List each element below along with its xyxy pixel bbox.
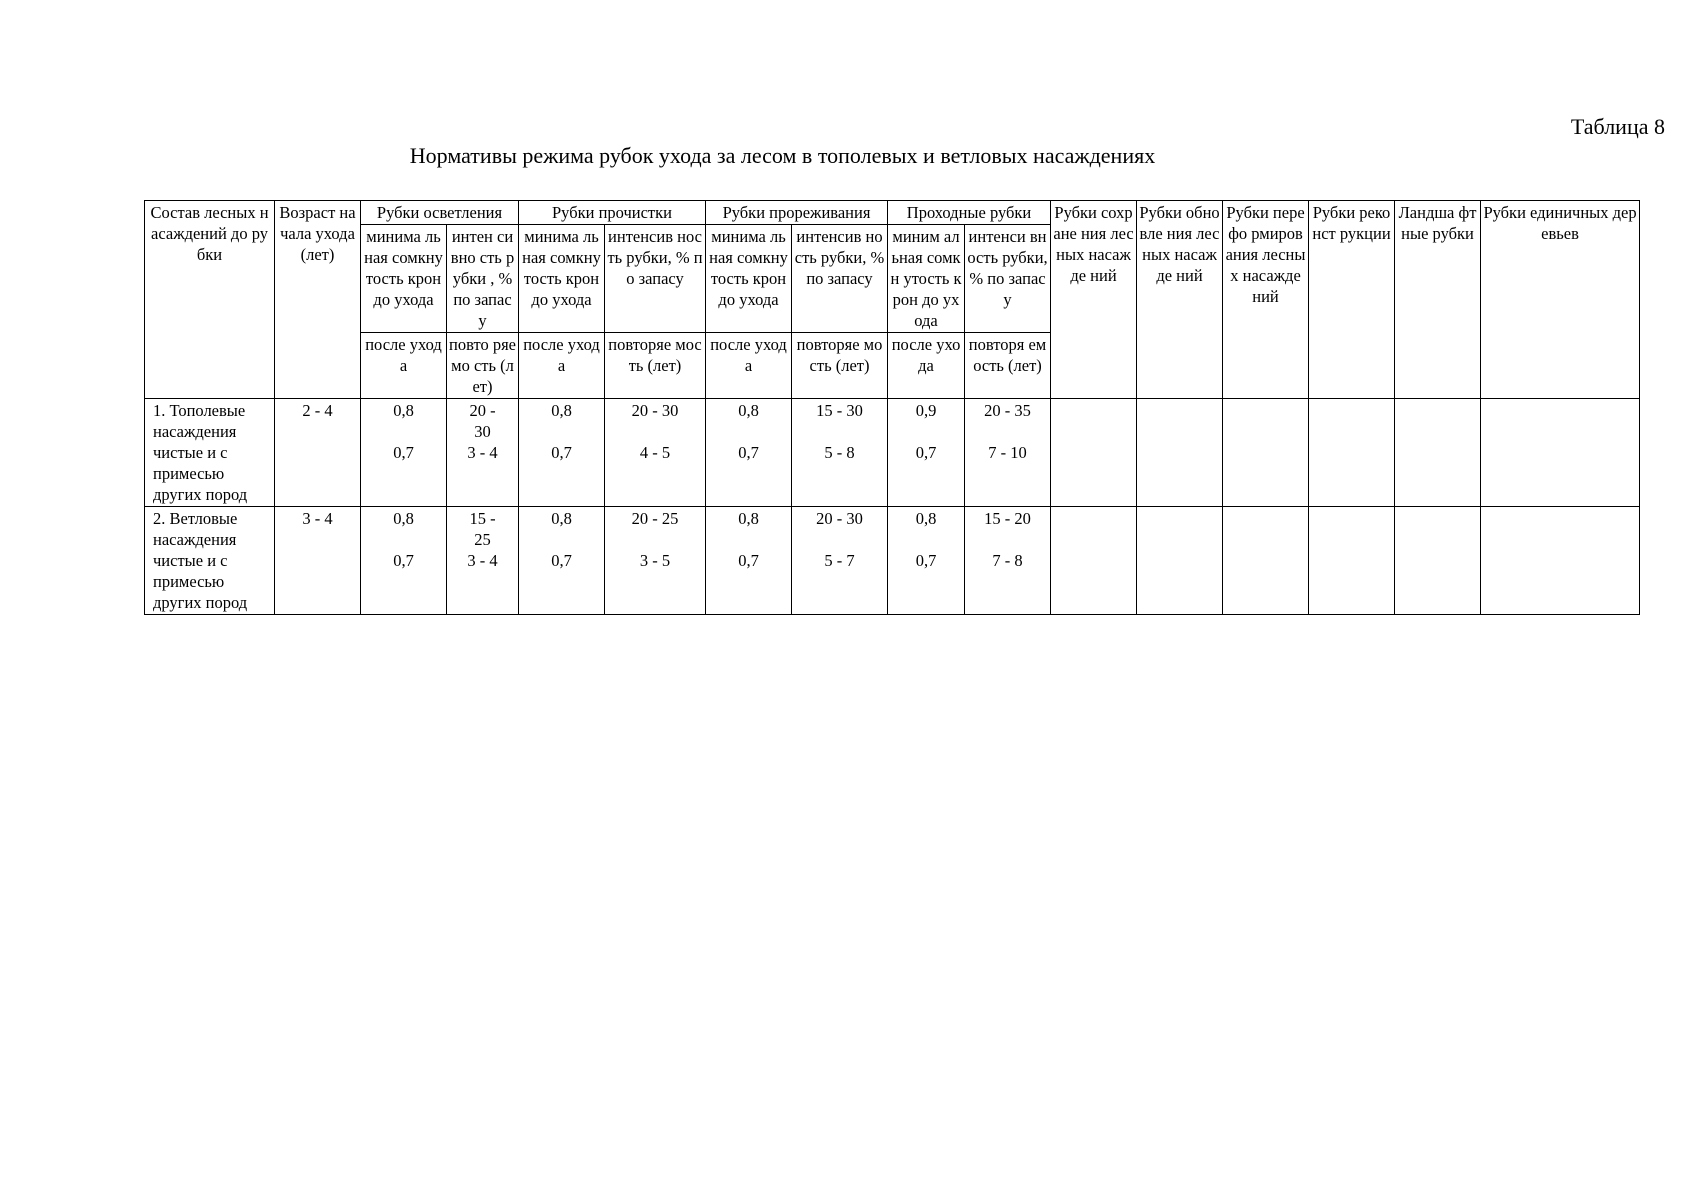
table-cell: 0,8 0,7 [361,399,447,507]
row-name: 2. Ветловые насаждения чистые и с примесью других пород [145,507,275,615]
subheader-cell: минима льная сомкну тость крон до ухода [706,225,792,333]
empty-cell [1395,399,1481,507]
empty-cell [1137,507,1223,615]
row-age: 3 - 4 [275,507,361,615]
subheader-cell: интенсив ность рубки, % по запасу [792,225,888,333]
row-age: 2 - 4 [275,399,361,507]
empty-cell [1395,507,1481,615]
header-reforming: Рубки перефо рмиров ания лесных насажде ний [1223,201,1309,399]
document-title: Нормативы режима рубок ухода за лесом в тополевых и ветловых насаждениях [409,143,1156,168]
header-single-trees: Рубки единичных деревьев [1481,201,1640,399]
subheader-cell: интен сивно сть рубки , % по запас у [447,225,519,333]
empty-cell [1309,399,1395,507]
table-row [145,399,1640,507]
table-cell: 15 - 25 3 - 4 [447,507,519,615]
header-landscape: Ландша фтные рубки [1395,201,1481,399]
header-reconstruction: Рубки реконст рукции [1309,201,1395,399]
header-conservation: Рубки сохране ния лесных насажде ний [1051,201,1137,399]
table-number-label: Таблица 8 [1570,114,1665,139]
table-cell: 20 - 35 7 - 10 [965,399,1051,507]
header-clearing: Рубки осветления [361,201,519,225]
table-cell: 20 - 25 3 - 5 [605,507,706,615]
subheader-cell: интенси вность рубки, % по запасу [965,225,1051,333]
table-cell: 0,8 0,7 [519,507,605,615]
subheader-cell: после ухода [888,333,965,399]
table-cell: 0,8 0,7 [519,399,605,507]
table-cell: 0,8 0,7 [706,399,792,507]
table-cell: 20 - 30 5 - 7 [792,507,888,615]
header-age-start: Возраст начала ухода (лет) [275,201,361,399]
subheader-cell: повторяе мость (лет) [792,333,888,399]
empty-cell [1223,507,1309,615]
header-passage: Проходные рубки [888,201,1051,225]
empty-cell [1051,507,1137,615]
table-cell: 20 - 30 4 - 5 [605,399,706,507]
subheader-cell: миним альная сомкн утость крон до ухода [888,225,965,333]
header-renewal: Рубки обновле ния лесных насажде ний [1137,201,1223,399]
subheader-cell: минима льная сомкну тость крон до ухода [519,225,605,333]
header-composition: Состав лесных насаждений до рубки [145,201,275,399]
empty-cell [1051,399,1137,507]
table-row [145,507,1640,615]
header-row-1 [145,201,1640,225]
table-cell: 0,9 0,7 [888,399,965,507]
table-cell: 15 - 20 7 - 8 [965,507,1051,615]
empty-cell [1223,399,1309,507]
header-cleaning: Рубки прочистки [519,201,706,225]
subheader-cell: после ухода [519,333,605,399]
subheader-cell: после ухода [706,333,792,399]
subheader-cell: повто ряемо сть (лет) [447,333,519,399]
subheader-cell: повторяе мость (лет) [605,333,706,399]
empty-cell [1481,507,1640,615]
subheader-cell: интенсив ность рубки, % по запасу [605,225,706,333]
header-thinning: Рубки прореживания [706,201,888,225]
empty-cell [1137,399,1223,507]
norms-table [144,200,1640,615]
table-cell: 0,8 0,7 [888,507,965,615]
subheader-cell: после ухода [361,333,447,399]
empty-cell [1309,507,1395,615]
subheader-cell: минима льная сомкну тость крон до ухода [361,225,447,333]
empty-cell [1481,399,1640,507]
subheader-cell: повторя емость (лет) [965,333,1051,399]
table-cell: 15 - 30 5 - 8 [792,399,888,507]
table-cell: 20 - 30 3 - 4 [447,399,519,507]
table-cell: 0,8 0,7 [361,507,447,615]
row-name: 1. Тополевые насаждения чистые и с примесью других пород [145,399,275,507]
table-cell: 0,8 0,7 [706,507,792,615]
